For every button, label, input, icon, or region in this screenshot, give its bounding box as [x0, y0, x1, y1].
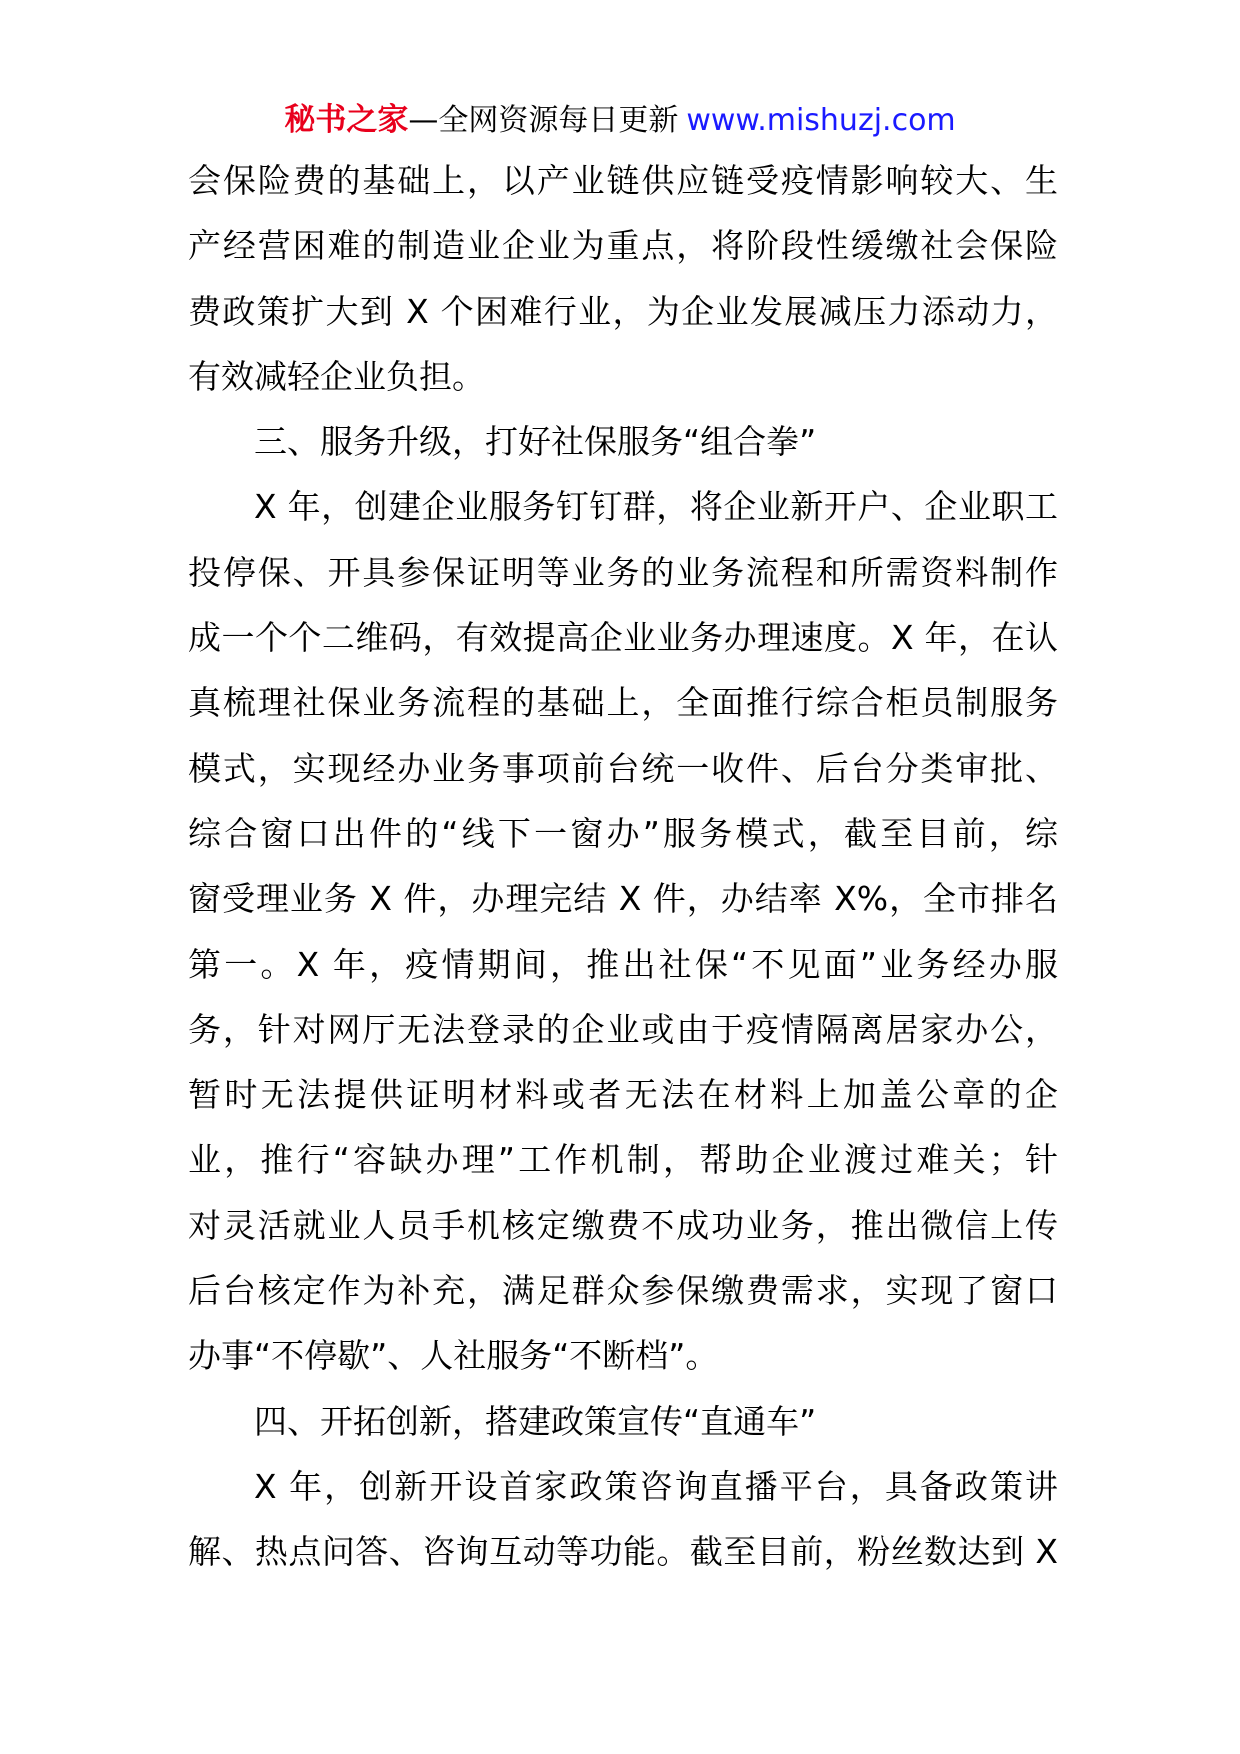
site-brand: 秘书之家 [284, 102, 409, 138]
paragraph-start-line: X 年，创建企业服务钉钉群，将企业新开户、企业职工 [254, 487, 1058, 527]
text-line: 会保险费的基础上，以产业链供应链受疫情影响较大、生 [188, 161, 1058, 200]
site-url-link[interactable]: www.mishuzj.com [686, 103, 956, 138]
text-line: 对灵活就业人员手机核定缴费不成功业务，推出微信上传 [188, 1205, 1058, 1245]
paragraph-end-line: 有效减轻企业负担。 [188, 356, 485, 396]
text-line: 窗受理业务 X 件，办理完结 X 件，办结率 X%，全市排名 [188, 879, 1058, 919]
text-line: 务，针对网厅无法登录的企业或由于疫情隔离居家办公， [188, 1009, 1058, 1049]
text-line: 费政策扩大到 X 个困难行业，为企业发展减压力添动力， [188, 291, 1058, 331]
paragraph-end-line: 办事“不停歇”、人社服务“不断档”。 [188, 1336, 719, 1376]
text-line: 业，推行“容缺办理”工作机制，帮助企业渡过难关；针 [188, 1140, 1058, 1180]
text-line: 产经营困难的制造业企业为重点，将阶段性缓缴社会保险 [188, 226, 1058, 266]
text-line: 第一。X 年，疫情期间，推出社保“不见面”业务经办服 [188, 944, 1058, 984]
section-heading-3: 三、服务升级，打好社保服务“组合拳” [254, 422, 817, 462]
section-heading-4: 四、开拓创新，搭建政策宣传“直通车” [254, 1401, 817, 1441]
text-line: 综合窗口出件的“线下一窗办”服务模式，截至目前，综 [188, 813, 1058, 853]
site-tagline: —全网资源每日更新 [408, 103, 679, 138]
text-line: 暂时无法提供证明材料或者无法在材料上加盖公章的企 [188, 1075, 1058, 1115]
text-line: 真梳理社保业务流程的基础上，全面推行综合柜员制服务 [188, 683, 1058, 723]
text-line: 成一个个二维码，有效提高企业业务办理速度。X 年，在认 [188, 618, 1058, 658]
paragraph-start-line: X 年，创新开设首家政策咨询直播平台，具备政策讲 [254, 1466, 1058, 1506]
document-body [188, 161, 1058, 1598]
text-line: 解、热点问答、咨询互动等功能。截至目前，粉丝数达到 X [188, 1532, 1058, 1572]
text-line: 投停保、开具参保证明等业务的业务流程和所需资料制作 [188, 552, 1058, 592]
text-line: 后台核定作为补充，满足群众参保缴费需求，实现了窗口 [188, 1271, 1058, 1311]
site-header [0, 100, 1240, 141]
text-line: 模式，实现经办业务事项前台统一收件、后台分类审批、 [188, 748, 1058, 788]
